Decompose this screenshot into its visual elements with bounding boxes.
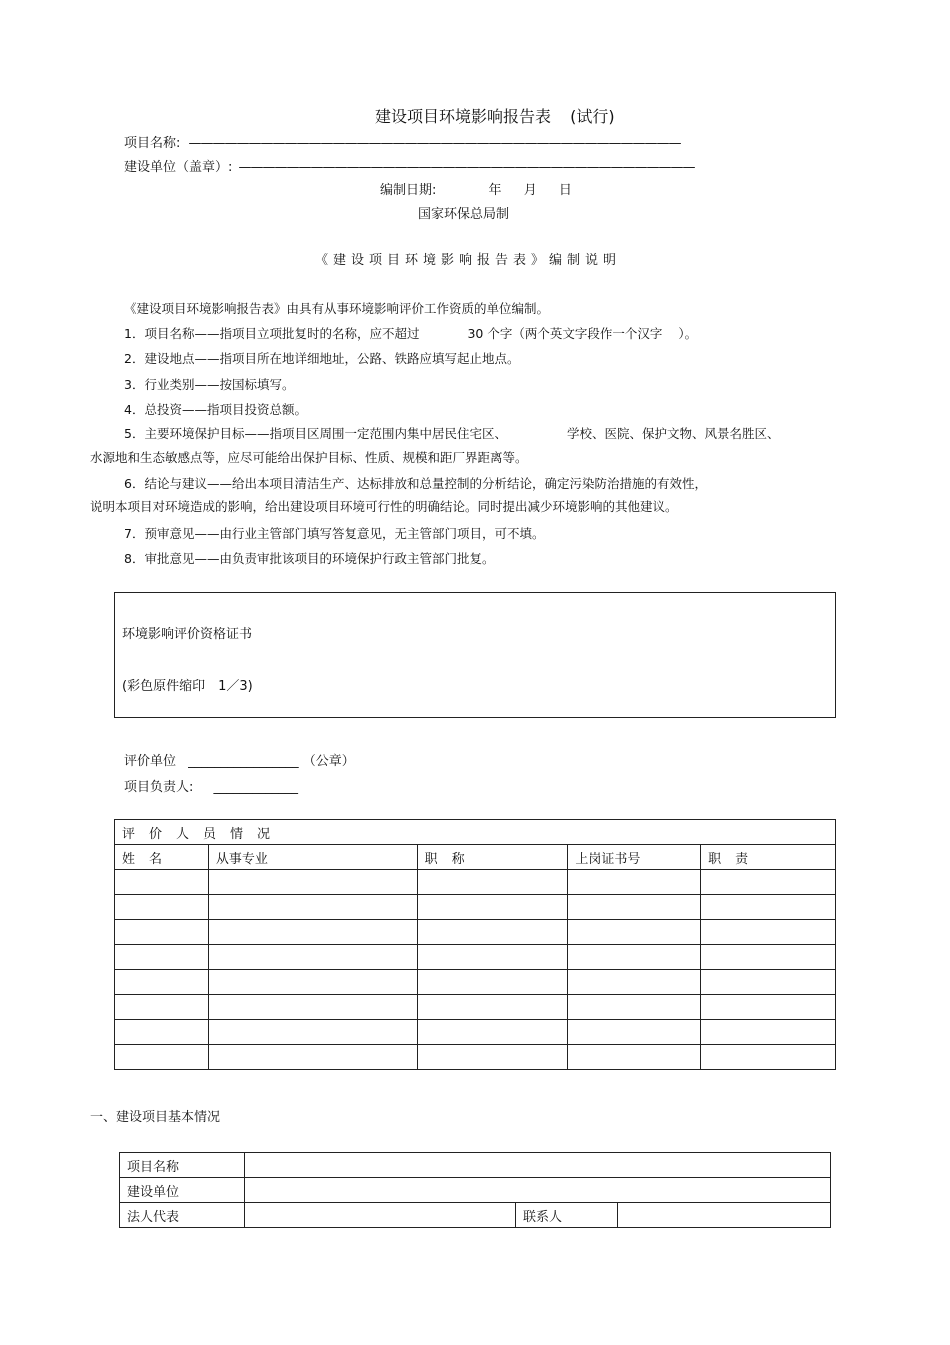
table-cell[interactable] (208, 870, 417, 895)
table-cell[interactable] (568, 870, 701, 895)
project-leader-blank[interactable]: _____________ (213, 780, 299, 795)
legal-rep-cell-value[interactable] (245, 1203, 516, 1228)
table-cell[interactable] (208, 895, 417, 920)
table-cell[interactable] (701, 1020, 836, 1045)
certificate-box (114, 592, 836, 718)
item5-part-b: 学校、医院、保护文物、风景名胜区、 (566, 426, 780, 441)
table-cell[interactable] (115, 945, 209, 970)
item1-part-b: 30 个字（两个英文字段作一个汉字 (467, 326, 663, 341)
document-title (375, 104, 615, 127)
header-duty: 职责 (701, 845, 836, 870)
table-cell[interactable] (115, 920, 209, 945)
table-row (120, 1153, 831, 1178)
table-cell[interactable] (115, 870, 209, 895)
table-row (115, 1020, 836, 1045)
date-line (380, 179, 572, 198)
table-cell[interactable] (417, 970, 568, 995)
evaluation-unit-blank[interactable]: _________________ (188, 754, 299, 769)
project-name-dashes: ————————————————————————————————————————— (188, 136, 681, 151)
table-cell[interactable] (701, 995, 836, 1020)
personnel-table (114, 819, 836, 1070)
builder-cell-value[interactable] (245, 1178, 831, 1203)
instruction-item-7: 7．预审意见——由行业主管部门填写答复意见，无主管部门项目，可不填。 (124, 526, 545, 541)
date-month: 月 (523, 183, 537, 198)
table-cell[interactable] (417, 920, 568, 945)
table-cell[interactable] (417, 945, 568, 970)
project-leader-line (124, 776, 298, 795)
instruction-item-6: 6．结论与建议——给出本项目清洁生产、达标排放和总量控制的分析结论，确定污染防治措施的有效性， (124, 476, 707, 491)
table-caption-row (115, 820, 836, 845)
table-cell[interactable] (568, 995, 701, 1020)
builder-cell-label: 建设单位 (120, 1178, 245, 1203)
table-cell[interactable] (115, 995, 209, 1020)
table-cell[interactable] (701, 945, 836, 970)
table-cell[interactable] (568, 895, 701, 920)
evaluation-unit-label: 评价单位 (124, 754, 177, 769)
table-row (115, 1045, 836, 1070)
table-cell[interactable] (208, 970, 417, 995)
table-row (115, 895, 836, 920)
table-cell[interactable] (208, 945, 417, 970)
legal-rep-cell-label: 法人代表 (120, 1203, 245, 1228)
instructions-intro: 《建设项目环境影响报告表》由具有从事环境影响评价工作资质的单位编制。 (124, 301, 550, 316)
issuer: 国家环保总局制 (418, 207, 510, 222)
date-label: 编制日期: (380, 183, 437, 198)
builder-label: 建设单位（盖章）: (124, 160, 233, 175)
table-cell[interactable] (568, 920, 701, 945)
builder-line (124, 156, 695, 175)
table-cell[interactable] (568, 970, 701, 995)
table-cell[interactable] (208, 1045, 417, 1070)
table-cell[interactable] (115, 970, 209, 995)
personnel-caption: 评价人员情况 (115, 820, 836, 845)
table-cell[interactable] (568, 945, 701, 970)
table-cell[interactable] (568, 1045, 701, 1070)
table-cell[interactable] (208, 1020, 417, 1045)
table-row (115, 945, 836, 970)
table-cell[interactable] (208, 920, 417, 945)
table-row (115, 870, 836, 895)
table-cell[interactable] (701, 1045, 836, 1070)
instruction-item-5-cont: 水源地和生态敏感点等，应尽可能给出保护目标、性质、规模和距厂界距离等。 (90, 450, 528, 465)
instruction-item-6-cont: 说明本项目对环境造成的影响，给出建设项目环境可行性的明确结论。同时提出减少环境影响的其他建议。 (90, 499, 678, 514)
evaluation-unit-line (124, 750, 355, 769)
table-row (120, 1178, 831, 1203)
table-cell[interactable] (115, 1020, 209, 1045)
table-cell[interactable] (115, 895, 209, 920)
instruction-item-1 (124, 324, 697, 342)
header-certificate-no: 上岗证书号 (568, 845, 701, 870)
table-row (115, 970, 836, 995)
table-cell[interactable] (701, 920, 836, 945)
project-leader-label: 项目负责人: (124, 780, 194, 795)
table-cell[interactable] (115, 1045, 209, 1070)
table-cell[interactable] (417, 995, 568, 1020)
table-cell[interactable] (417, 870, 568, 895)
project-name-cell-label: 项目名称 (120, 1153, 245, 1178)
table-row (120, 1203, 831, 1228)
item5-part-a: 5．主要环境保护目标——指项目区周围一定范围内集中居民住宅区、 (124, 426, 507, 441)
header-name: 姓名 (115, 845, 209, 870)
table-header-row (115, 845, 836, 870)
instruction-item-2: 2．建设地点——指项目所在地详细地址，公路、铁路应填写起止地点。 (124, 351, 520, 366)
project-name-label: 项目名称: (124, 136, 181, 151)
instruction-item-5 (124, 424, 779, 442)
date-year: 年 (488, 183, 502, 198)
table-cell[interactable] (568, 1020, 701, 1045)
date-day: 日 (558, 183, 572, 198)
basic-info-table (119, 1152, 831, 1228)
table-cell[interactable] (701, 895, 836, 920)
builder-dashes: —————————————————————————————————————— (238, 160, 695, 175)
instructions-title: 《建设项目环境影响报告表》编制说明 (315, 253, 622, 268)
table-row (115, 995, 836, 1020)
instruction-item-3: 3．行业类别——按国标填写。 (124, 377, 295, 392)
project-name-line (124, 132, 681, 151)
instruction-item-4: 4．总投资——指项目投资总额。 (124, 402, 307, 417)
title-suffix: (试行) (570, 107, 615, 126)
table-row (115, 920, 836, 945)
table-cell[interactable] (417, 1045, 568, 1070)
table-cell[interactable] (701, 970, 836, 995)
evaluation-unit-suffix: （公章） (302, 754, 355, 769)
instruction-item-8: 8．审批意见——由负责审批该项目的环境保护行政主管部门批复。 (124, 551, 495, 566)
table-cell[interactable] (417, 895, 568, 920)
section1-title: 一、建设项目基本情况 (90, 1110, 221, 1125)
title-text: 建设项目环境影响报告表 (375, 107, 552, 126)
table-cell[interactable] (701, 870, 836, 895)
item1-part-c: ）。 (678, 326, 698, 341)
header-title: 职称 (417, 845, 568, 870)
certificate-title: 环境影响评价资格证书 (122, 627, 253, 642)
project-name-cell-value[interactable] (245, 1153, 831, 1178)
contact-cell-label: 联系人 (516, 1203, 618, 1228)
table-cell[interactable] (417, 1020, 568, 1045)
item1-part-a: 1．项目名称——指项目立项批复时的名称，应不超过 (124, 326, 420, 341)
certificate-note: (彩色原件缩印 1／3) (122, 679, 253, 694)
header-specialty: 从事专业 (208, 845, 417, 870)
contact-cell-value[interactable] (618, 1203, 831, 1228)
table-cell[interactable] (208, 995, 417, 1020)
